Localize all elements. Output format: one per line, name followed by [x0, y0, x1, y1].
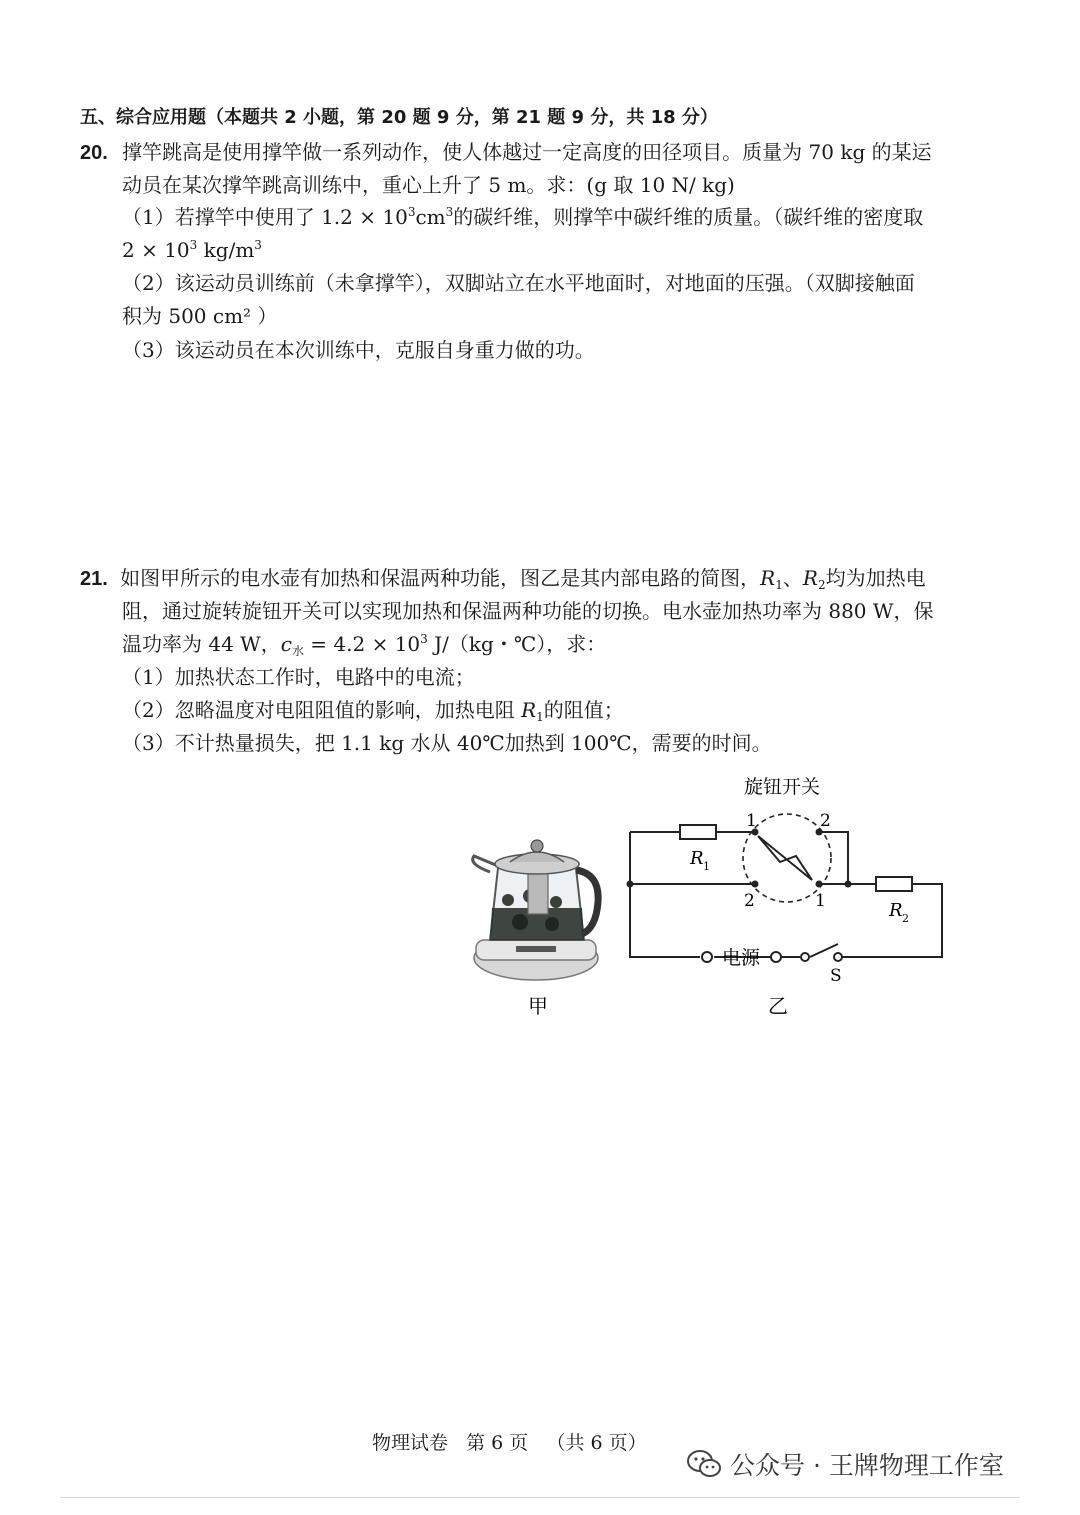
watermark — [686, 1446, 1004, 1482]
q21-r1-symbol: R — [760, 566, 776, 590]
q20-p1-exp-b: 3 — [445, 205, 454, 219]
q21-p2-sub: 1 — [536, 710, 544, 724]
q21-stem-1-end: 均为加热电 — [825, 566, 926, 590]
bottom-divider — [60, 1497, 1020, 1498]
footer-subject: 物理试卷 — [372, 1432, 449, 1454]
resistor-r1 — [680, 825, 716, 839]
switch-label: S — [830, 966, 842, 986]
q21-part1: （1）加热状态工作时，电路中的电流； — [122, 665, 475, 689]
q20-p1-text-a: （1）若撑竿中使用了 1.2 × 10 — [122, 205, 408, 229]
resistor-r2 — [876, 877, 912, 891]
q20-part1-line1 — [122, 203, 923, 231]
q21-stem-2: 阻，通过旋转旋钮开关可以实现加热和保温两种功能的切换。电水壶加热功率为 880 W，保 — [122, 599, 934, 623]
q21-stem-3-exp: 3 — [420, 632, 428, 646]
source-terminal-left — [702, 952, 712, 962]
q20-part2-line1: （2）该运动员训练前（未拿撑竿），双脚站立在水平地面时，对地面的压强。（双脚接触面 — [122, 271, 915, 295]
q20-part2-line2: 积为 500 cm² ） — [122, 304, 278, 328]
q21-stem-1 — [120, 566, 925, 590]
q20-stem-1: 撑竿跳高是使用撑竿做一系列动作，使人体越过一定高度的田径项目。质量为 70 kg 的某运 — [122, 140, 932, 164]
q20-line1 — [80, 138, 932, 167]
caption-yi: 乙 — [768, 994, 788, 1018]
q21-line1 — [80, 564, 926, 593]
terminal-1-top: 1 — [746, 811, 757, 831]
q21-p2-text: （2）忽略温度对电阻阻值的影响，加热电阻 — [122, 698, 522, 722]
q20-p1b-exp-b: 3 — [254, 238, 262, 252]
q21-c-sub: 水 — [291, 644, 304, 658]
switch-s-pivot[interactable] — [801, 953, 809, 961]
q20-p1b-num: 2 × 10 — [122, 238, 190, 262]
q21-stem-3 — [122, 630, 606, 658]
switch-s-contact[interactable] — [834, 953, 842, 961]
kettle-image — [473, 840, 598, 980]
q21-c-symbol: c — [280, 632, 292, 656]
q21-stem-3-b: = 4.2 × 10 — [303, 632, 421, 656]
q20-part3: （3）该运动员在本次训练中，克服自身重力做的功。 — [122, 338, 595, 362]
q21-stem-3-c: J/（kg・℃），求： — [427, 632, 607, 656]
q21-p2-r: R — [521, 698, 537, 722]
q20-stem-2: 动员在某次撑竿跳高训练中，重心上升了 5 m。求：(g 取 10 N/ kg) — [122, 173, 735, 197]
q20-p1-exp-a: 3 — [407, 205, 416, 219]
q21-number: 21. — [80, 568, 108, 590]
r1-label-sub: 1 — [703, 860, 710, 873]
caption-jia: 甲 — [528, 994, 548, 1018]
q21-sep: 、 — [782, 566, 803, 590]
q20-p1b-unit: kg/m — [197, 238, 255, 262]
q21-stem-3-a: 温功率为 44 W， — [122, 632, 281, 656]
q20-p1b-exp-a: 3 — [189, 238, 198, 252]
terminal-1-bottom: 1 — [815, 891, 826, 911]
r2-label-sub: 2 — [902, 912, 909, 925]
q20-number: 20. — [80, 142, 108, 164]
q21-r2-symbol: R — [802, 566, 818, 590]
knob-label: 旋钮开关 — [744, 776, 821, 798]
terminal-2-top: 2 — [820, 811, 831, 831]
q20-p1-unit: cm — [415, 205, 446, 229]
q21-part2 — [122, 696, 624, 724]
watermark-text: 公众号 · 王牌物理工作室 — [730, 1451, 1004, 1480]
q21-p2-end: 的阻值； — [543, 698, 624, 722]
q21-r2-sub: 2 — [817, 578, 826, 592]
wechat-icon — [686, 1449, 722, 1479]
figure — [460, 768, 960, 1028]
r2-label: R — [889, 900, 903, 921]
knob-pointer[interactable] — [758, 836, 812, 880]
footer-page: 第 6 页 — [466, 1432, 529, 1454]
circuit-diagram — [630, 832, 942, 957]
q20-p1-text-b: 的碳纤维，则撑竿中碳纤维的质量。（碳纤维的密度取 — [453, 205, 924, 229]
source-terminal-right — [771, 952, 781, 962]
q20-part1-line2 — [122, 236, 262, 264]
r1-label: R — [690, 848, 704, 869]
q21-stem-1-text: 如图甲所示的电水壶有加热和保温两种功能，图乙是其内部电路的简图， — [120, 566, 761, 590]
q21-part3: （3）不计热量损失，把 1.1 kg 水从 40℃加热到 100℃，需要的时间。 — [122, 731, 772, 755]
q21-r1-sub: 1 — [775, 578, 783, 592]
section-header: 五、综合应用题（本题共 2 小题，第 20 题 9 分，第 21 题 9 分，共 18 分） — [80, 107, 718, 128]
footer-total: （共 6 页） — [546, 1432, 647, 1454]
terminal-2-bottom: 2 — [744, 891, 755, 911]
page-footer — [372, 1428, 647, 1455]
source-label: 电源 — [722, 947, 761, 969]
